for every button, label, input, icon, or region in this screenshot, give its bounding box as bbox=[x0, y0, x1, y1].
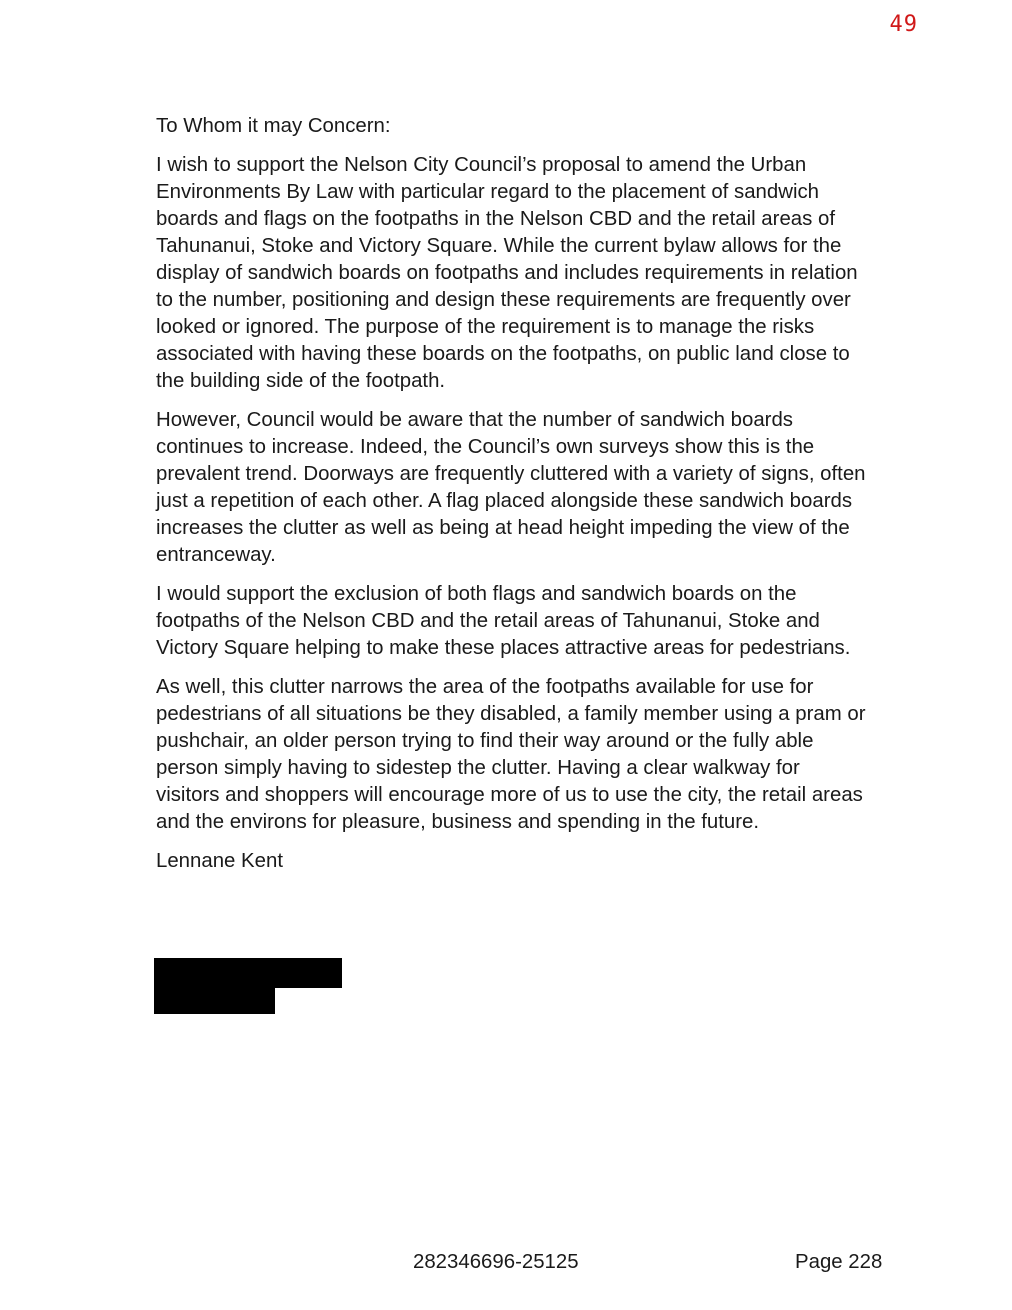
salutation: To Whom it may Concern: bbox=[156, 115, 391, 137]
redaction-block bbox=[154, 958, 342, 988]
paragraph-1: I wish to support the Nelson City Council’s proposal to amend the Urban Environments By Law with particular regard to the placement of sandwich boards and flags on the footpaths in the Nelson CBD and the retail areas of Tahunanui, Stoke and Victory Square. While the current bylaw allows for the display of sandwich boards on footpaths and includes requirements in relation to the number, positioning and design these requirements are frequently over looked or ignored. The purpose of the requirement is to manage the risks associated with having these boards on the footpaths, on public land close to the building side of the footpath. bbox=[156, 154, 858, 392]
paragraph-2: However, Council would be aware that the number of sandwich boards continues to increase. Indeed, the Council’s own surveys show this is the prevalent trend. Doorways are frequently cluttered with a variety of signs, often just a repetition of each other. A flag placed alongside these sandwich boards increases the clutter as well as being at head height impeding the view of the entranceway. bbox=[156, 409, 866, 566]
signature-name: Lennane Kent bbox=[156, 850, 283, 872]
letter-body bbox=[156, 113, 866, 887]
paragraph-4: As well, this clutter narrows the area of the footpaths available for use for pedestrians of all situations be they disabled, a family member using a pram or pushchair, an older person trying to find their way around or the fully able person simply having to sidestep the clutter. Having a clear walkway for visitors and shoppers will encourage more of us to use the city, the retail areas and the environs for pleasure, business and spending in the future. bbox=[156, 676, 866, 833]
footer-page-label: Page 228 bbox=[795, 1251, 883, 1273]
paragraph-3: I would support the exclusion of both flags and sandwich boards on the footpaths of the Nelson CBD and the retail areas of Tahunanui, Stoke and Victory Square helping to make these places attractive areas for pedestrians. bbox=[156, 583, 851, 659]
page-number: 49 bbox=[889, 12, 918, 37]
redaction-block bbox=[154, 986, 275, 1014]
footer-document-id: 282346696-25125 bbox=[413, 1251, 579, 1273]
